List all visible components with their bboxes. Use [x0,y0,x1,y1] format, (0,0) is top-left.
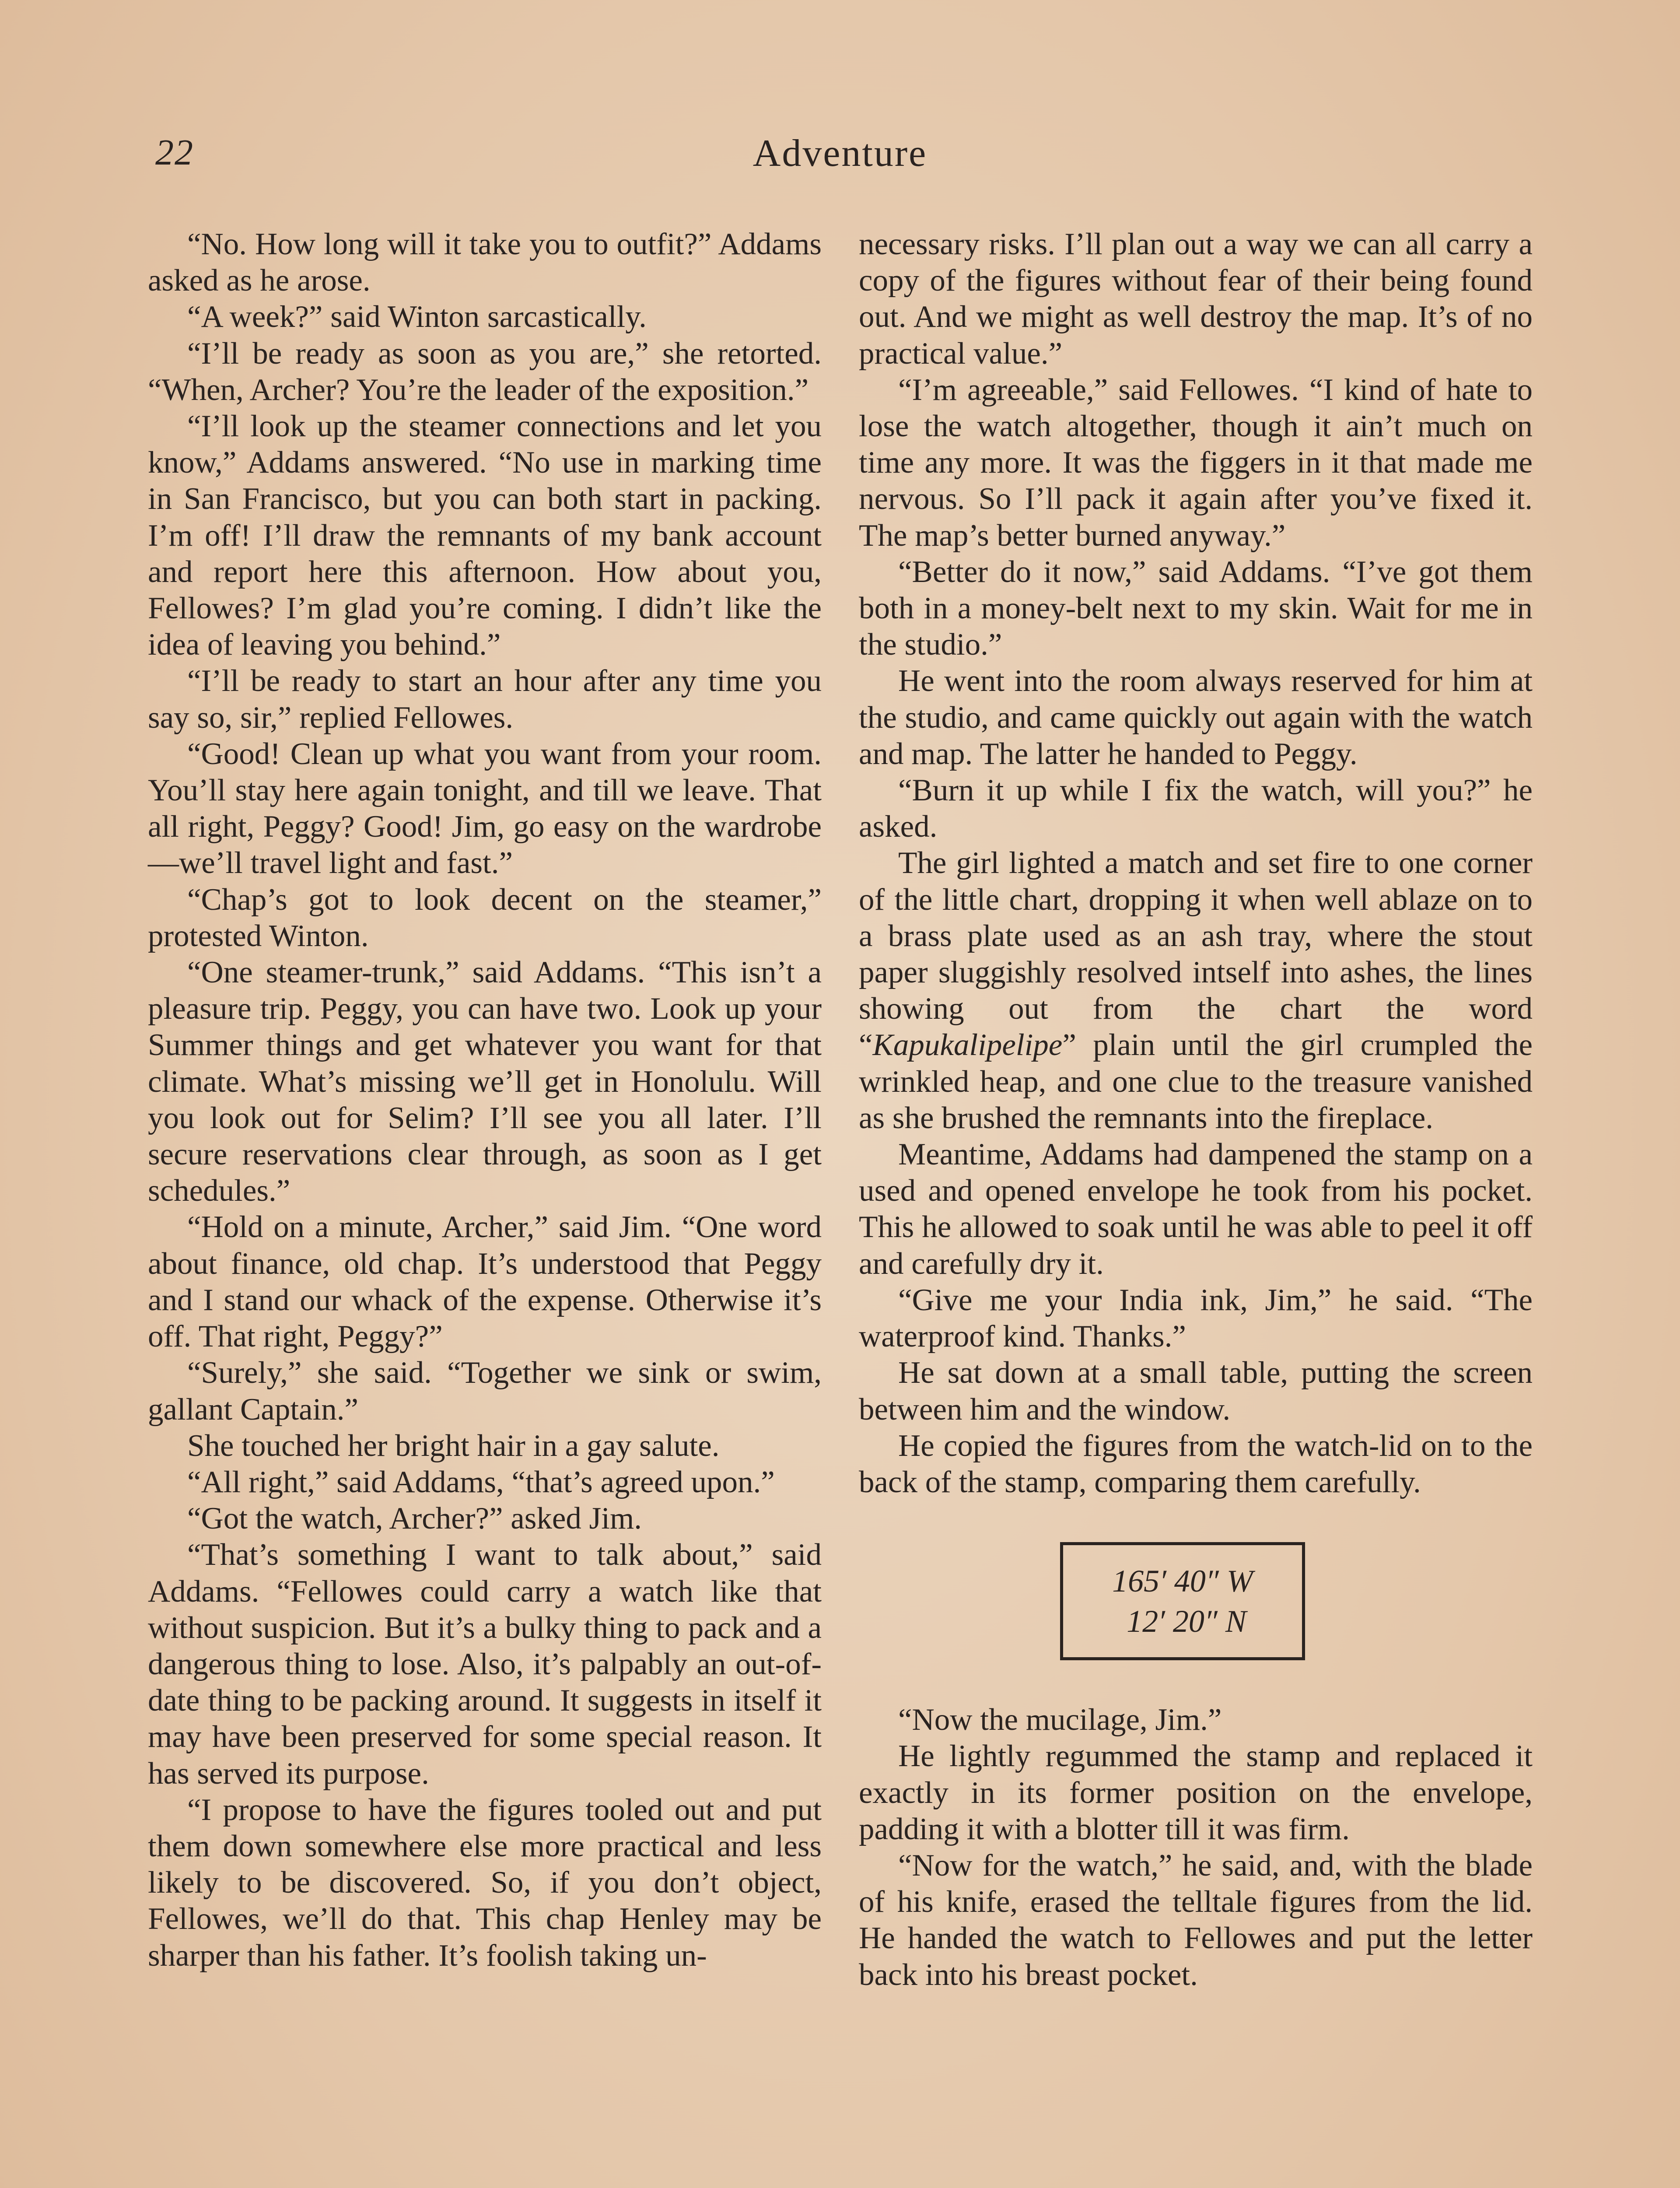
paragraph: “Surely,” she said. “Together we sink or swim, gallant Captain.” [148,1356,822,1427]
paragraph: “I’ll look up the steamer connections and let you know,” Addams answered. “No use in marking time in San Francisco, but you can both start in packing. I’m off! I’ll draw the remnants of my bank account and report here this afternoon. How about you, Fellowes? I’m glad you’re coming. I didn’t like the idea of leaving you behind.” [148,409,822,662]
paragraph: “I’ll be ready to start an hour after any time you say so, sir,” replied Fellowes. [148,664,822,735]
paragraph: The girl lighted a match and set fire to one corner of the little chart, dropping it when well ablaze on to a brass plate used as an ash tray, where the stout paper sluggishly resolved intself into ashes, the lines showing out from the chart the word “Kapukalipelipe” plain until the girl crumpled the wrinkled heap, and one clue to the treasure vanished as she brushed the remnants into the fireplace. [859,846,1533,1135]
paragraph: Meantime, Addams had dampened the stamp on a used and opened envelope he took from his pocket. This he allowed to soak until he was able to peel it off and carefully dry it. [859,1137,1533,1281]
paragraph: “I’ll be ready as soon as you are,” she retorted. “When, Archer? You’re the leader of the exposition.” [148,336,822,407]
right-column-top [859,226,1533,1501]
paragraph: He lightly regummed the stamp and replaced it exactly in its former position on the envelope, padding it with a blotter till it was firm. [859,1739,1533,1846]
paragraph: “Burn it up while I fix the watch, will you?” he asked. [859,773,1533,844]
paragraph: He copied the figures from the watch-lid on to the back of the stamp, comparing them carefully. [859,1428,1533,1499]
paragraph: “I propose to have the figures tooled out and put them down somewhere else more practical and less likely to be discovered. So, if you don’t object, Fellowes, we’ll do that. This chap Henley may be sharper than his father. It’s foolish taking un- [148,1792,822,1973]
paragraph: “No. How long will it take you to outfit?” Addams asked as he arose. [148,227,822,298]
paragraph: “That’s something I want to talk about,” said Addams. “Fellowes could carry a watch like that without suspicion. But it’s a bulky thing to pack and a dangerous thing to lose. Also, it’s palpably an out-of-date thing to be packing around. It suggests in itself it may have been preserved for some special reason. It has served its purpose. [148,1538,822,1791]
paragraph: “Better do it now,” said Addams. “I’ve got them both in a money-belt next to my skin. Wait for me in the studio.” [859,554,1533,662]
paragraph: “Now the mucilage, Jim.” [898,1703,1222,1737]
paragraph: “A week?” said Winton sarcastically. [187,300,647,334]
paragraph: He went into the room always reserved for him at the studio, and came quickly out again with the watch and map. The latter he handed to Peggy. [859,664,1533,771]
paragraph: “Give me your India ink, Jim,” he said. “The waterproof kind. Thanks.” [859,1283,1533,1354]
paragraph: “Got the watch, Archer?” asked Jim. [187,1501,642,1536]
coordinates-longitude: 165′ 40″ W [1112,1564,1253,1599]
coordinates-box [1060,1542,1305,1660]
paragraph: “Chap’s got to look decent on the steamer,” protested Winton. [148,882,822,953]
right-column-bottom [859,1702,1533,1993]
paragraph: “All right,” said Addams, “that’s agreed upon.” [187,1465,775,1499]
paragraph: “Hold on a minute, Archer,” said Jim. “One word about finance, old chap. It’s understood that Peggy and I stand our whack of the expense. Otherwise it’s off. That right, Peggy?” [148,1210,822,1354]
running-head-title: Adventure [752,132,928,175]
paragraph: “I’m agreeable,” said Fellowes. “I kind of hate to lose the watch altogether, though it ain’t much on time any more. It was the figgers in it that made me nervous. So I’ll pack it again after you’ve fixed it. The map’s better burned anyway.” [859,372,1533,553]
right-column [859,226,1533,1993]
page-number: 22 [155,132,194,173]
paragraph: “Good! Clean up what you want from your room. You’ll stay here again tonight, and till we leave. That all right, Peggy? Good! Jim, go easy on the wardrobe—we’ll travel light and fast.” [148,736,822,880]
italic-word: Kapukalipelipe [872,1028,1063,1062]
left-column [148,226,822,1974]
paragraph: “One steamer-trunk,” said Addams. “This isn’t a pleasure trip. Peggy, you can have two. Look up your Summer things and get whatever you want for that climate. What’s missing we’ll get in Honolulu. Will you look out for Selim? I’ll see you all later. I’ll secure reservations clear through, as soon as I get schedules.” [148,955,822,1208]
paragraph: “Now for the watch,” he said, and, with the blade of his knife, erased the telltale figures from the lid. He handed the watch to Fellowes and put the letter back into his breast pocket. [859,1848,1533,1992]
paragraph: necessary risks. I’ll plan out a way we can all carry a copy of the figures without fear of their being found out. And we might as well destroy the map. It’s of no practical value.” [859,227,1533,371]
coordinates-latitude: 12′ 20″ N [1119,1604,1246,1639]
paragraph: She touched her bright hair in a gay salute. [187,1428,720,1463]
paragraph: He sat down at a small table, putting the screen between him and the window. [859,1356,1533,1427]
